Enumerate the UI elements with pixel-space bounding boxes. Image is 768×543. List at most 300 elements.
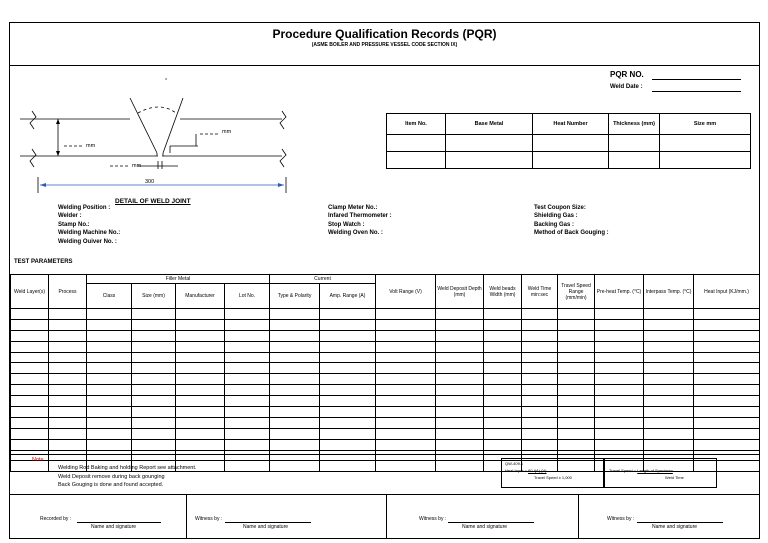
table-cell[interactable] <box>376 330 436 341</box>
pqr-no-field[interactable] <box>652 79 741 80</box>
break-left-bottom <box>30 149 36 167</box>
table-cell[interactable] <box>376 417 436 428</box>
table-cell[interactable] <box>595 319 644 330</box>
table-cell[interactable] <box>225 374 270 385</box>
table-cell[interactable] <box>270 407 320 418</box>
table-row <box>11 352 760 363</box>
table-cell[interactable] <box>644 385 694 396</box>
class-header: Class <box>87 284 132 309</box>
table-cell[interactable] <box>522 407 558 418</box>
weld-joint-diagram <box>20 73 295 198</box>
table-cell[interactable] <box>176 385 225 396</box>
note-line: Welding Rod Baking and holding Report see attachment. <box>58 465 197 471</box>
table-cell[interactable] <box>176 309 225 320</box>
table-cell[interactable] <box>132 417 176 428</box>
item-table <box>386 113 751 169</box>
table-cell[interactable] <box>376 439 436 450</box>
width-label: 300 <box>145 179 155 185</box>
table-cell[interactable] <box>694 319 760 330</box>
table-cell[interactable] <box>522 396 558 407</box>
size-col-header: Size (mm) <box>132 284 176 309</box>
weld-layer-header: Weld Layer(s) <box>11 275 49 309</box>
table-cell[interactable] <box>644 407 694 418</box>
table-cell[interactable] <box>132 341 176 352</box>
table-cell[interactable] <box>132 309 176 320</box>
table-cell[interactable] <box>270 417 320 428</box>
table-cell[interactable] <box>270 428 320 439</box>
table-cell[interactable] <box>87 396 132 407</box>
table-cell[interactable] <box>225 407 270 418</box>
break-left-top <box>30 111 36 129</box>
welding-quiver-label: Welding Ouiver No. : <box>58 238 117 245</box>
table-cell[interactable] <box>644 428 694 439</box>
recorded-by-field[interactable] <box>77 522 161 523</box>
table-cell[interactable] <box>320 330 376 341</box>
table-cell[interactable] <box>694 352 760 363</box>
table-cell[interactable] <box>320 374 376 385</box>
table-cell[interactable] <box>376 309 436 320</box>
table-cell[interactable] <box>522 341 558 352</box>
witness-2-name-sig: Name and signature <box>462 524 508 530</box>
table-cell[interactable] <box>132 439 176 450</box>
table-cell[interactable] <box>376 385 436 396</box>
lot-header: Lot No. <box>225 284 270 309</box>
table-cell[interactable] <box>484 385 522 396</box>
table-cell[interactable] <box>484 396 522 407</box>
table-cell[interactable] <box>320 309 376 320</box>
beads-header: Weld beads Width (mm) <box>484 275 522 309</box>
table-cell[interactable] <box>49 385 87 396</box>
table-cell[interactable] <box>49 428 87 439</box>
table-cell[interactable] <box>49 439 87 450</box>
table-cell[interactable] <box>320 319 376 330</box>
table-cell[interactable] <box>225 309 270 320</box>
table-cell[interactable] <box>694 428 760 439</box>
table-cell[interactable] <box>694 330 760 341</box>
table-cell[interactable] <box>436 330 484 341</box>
break-right-bottom <box>280 149 286 167</box>
table-cell[interactable] <box>87 417 132 428</box>
table-cell[interactable] <box>436 363 484 374</box>
table-cell[interactable] <box>644 341 694 352</box>
table-cell[interactable] <box>436 352 484 363</box>
table-cell[interactable] <box>225 352 270 363</box>
table-cell[interactable] <box>11 428 49 439</box>
table-cell[interactable] <box>484 363 522 374</box>
table-cell[interactable] <box>595 428 644 439</box>
table-cell[interactable] <box>484 330 522 341</box>
travel-speed-header: Travel Speed Range (mm/min) <box>558 275 595 309</box>
table-cell[interactable] <box>644 352 694 363</box>
witness-1-field[interactable] <box>225 522 311 523</box>
table-cell[interactable] <box>132 374 176 385</box>
welding-oven-label: Welding Oven No. : <box>328 230 383 237</box>
witness-2-field[interactable] <box>448 522 534 523</box>
table-cell[interactable] <box>132 352 176 363</box>
table-cell[interactable] <box>176 330 225 341</box>
table-row <box>11 309 760 320</box>
table-cell[interactable] <box>320 341 376 352</box>
table-cell[interactable] <box>522 363 558 374</box>
table-cell[interactable] <box>49 417 87 428</box>
table-cell[interactable] <box>225 319 270 330</box>
table-cell[interactable] <box>558 428 595 439</box>
table-cell[interactable] <box>320 407 376 418</box>
table-cell[interactable] <box>11 407 49 418</box>
table-cell[interactable] <box>225 341 270 352</box>
table-cell[interactable] <box>87 450 132 461</box>
table-row <box>11 385 760 396</box>
witness-3-field[interactable] <box>637 522 723 523</box>
table-cell[interactable] <box>11 363 49 374</box>
table-cell[interactable] <box>132 319 176 330</box>
table-cell[interactable] <box>49 407 87 418</box>
table-cell[interactable] <box>270 439 320 450</box>
table-cell[interactable] <box>225 396 270 407</box>
table-cell[interactable] <box>320 428 376 439</box>
table-cell[interactable] <box>132 450 176 461</box>
table-cell[interactable] <box>87 363 132 374</box>
table-row <box>11 341 760 352</box>
table-cell[interactable] <box>270 341 320 352</box>
witness-1-label: Witness by : <box>195 516 223 522</box>
table-cell[interactable] <box>484 428 522 439</box>
formula-ref: QW-409.1 <box>505 461 524 466</box>
table-cell[interactable] <box>11 319 49 330</box>
table-cell[interactable] <box>522 352 558 363</box>
table-cell[interactable] <box>436 309 484 320</box>
table-cell[interactable] <box>176 374 225 385</box>
table-cell[interactable] <box>176 319 225 330</box>
table-cell[interactable] <box>176 450 225 461</box>
table-cell[interactable] <box>132 407 176 418</box>
table-cell[interactable] <box>132 428 176 439</box>
table-cell[interactable] <box>87 407 132 418</box>
table-cell[interactable] <box>595 439 644 450</box>
table-cell[interactable] <box>87 428 132 439</box>
travel-speed-denominator: Weld Time <box>665 475 684 480</box>
table-cell[interactable] <box>595 385 644 396</box>
table-cell[interactable] <box>270 396 320 407</box>
heat-input-denominator: Travel Speed x 1,000 <box>534 475 572 480</box>
table-cell[interactable] <box>225 330 270 341</box>
page-subtitle: (ASME BOILER AND PRESSURE VESSEL CODE SECTION IX) <box>311 42 458 48</box>
fields-right <box>534 204 609 238</box>
table-cell[interactable] <box>87 439 132 450</box>
table-cell[interactable] <box>11 352 49 363</box>
table-cell[interactable] <box>436 374 484 385</box>
table-cell[interactable] <box>49 396 87 407</box>
witness-1-name-sig: Name and signature <box>243 524 289 530</box>
stamp-no-label: Stamp No.: <box>58 221 90 228</box>
table-cell[interactable] <box>376 374 436 385</box>
table-cell[interactable] <box>270 461 320 472</box>
table-cell[interactable] <box>595 309 644 320</box>
table-row <box>11 363 760 374</box>
table-cell[interactable] <box>225 385 270 396</box>
note-line: Weld Deposit remove during back gounging <box>58 473 165 480</box>
table-cell[interactable] <box>595 396 644 407</box>
test-params-title: TEST PARAMETERS <box>14 259 73 265</box>
table-cell[interactable] <box>558 330 595 341</box>
table-cell[interactable] <box>270 363 320 374</box>
deposit-header: Weld Deposit Depth (mm) <box>436 275 484 309</box>
table-cell[interactable] <box>49 330 87 341</box>
table-row <box>11 407 760 418</box>
table-cell[interactable] <box>558 407 595 418</box>
table-cell[interactable] <box>558 396 595 407</box>
table-cell[interactable] <box>225 450 270 461</box>
table-cell[interactable] <box>320 363 376 374</box>
table-cell[interactable] <box>558 374 595 385</box>
table-cell[interactable] <box>644 309 694 320</box>
table-cell[interactable] <box>270 450 320 461</box>
table-cell[interactable] <box>132 330 176 341</box>
table-cell[interactable] <box>595 341 644 352</box>
welding-machine-label: Welding Machine No.: <box>58 230 121 237</box>
table-cell[interactable] <box>270 385 320 396</box>
table-cell[interactable] <box>270 352 320 363</box>
table-cell[interactable] <box>595 363 644 374</box>
weld-time-header: Weld Time min:sec <box>522 275 558 309</box>
table-cell[interactable] <box>87 319 132 330</box>
table-cell[interactable] <box>644 439 694 450</box>
table-cell[interactable] <box>176 396 225 407</box>
table-cell[interactable] <box>49 363 87 374</box>
table-cell[interactable] <box>522 330 558 341</box>
notes-divider <box>10 454 759 455</box>
table-cell[interactable] <box>522 439 558 450</box>
table-cell[interactable] <box>522 385 558 396</box>
test-coupon-label: Test Coupon Size: <box>534 205 586 211</box>
table-cell[interactable] <box>522 417 558 428</box>
table-cell[interactable] <box>176 363 225 374</box>
process-header: Process <box>49 275 87 309</box>
table-cell[interactable] <box>558 439 595 450</box>
table-cell[interactable] <box>176 407 225 418</box>
table-cell[interactable] <box>49 309 87 320</box>
table-cell[interactable] <box>558 417 595 428</box>
table-cell[interactable] <box>11 374 49 385</box>
table-cell[interactable] <box>484 341 522 352</box>
table-cell[interactable] <box>558 319 595 330</box>
table-cell[interactable] <box>176 352 225 363</box>
table-cell[interactable] <box>436 461 484 472</box>
table-cell[interactable] <box>694 385 760 396</box>
table-cell[interactable] <box>522 428 558 439</box>
signature-divider <box>10 494 759 495</box>
table-cell[interactable] <box>436 385 484 396</box>
table-cell[interactable] <box>176 439 225 450</box>
current-header: Current <box>270 275 376 284</box>
table-cell[interactable] <box>320 439 376 450</box>
recorded-name-sig: Name and signature <box>91 524 137 530</box>
table-cell[interactable] <box>558 385 595 396</box>
table-cell[interactable] <box>484 407 522 418</box>
table-cell[interactable] <box>320 450 376 461</box>
table-cell[interactable] <box>11 385 49 396</box>
table-cell[interactable] <box>49 341 87 352</box>
table-cell[interactable] <box>644 417 694 428</box>
table-cell[interactable] <box>11 330 49 341</box>
table-cell[interactable] <box>484 439 522 450</box>
table-cell[interactable] <box>49 319 87 330</box>
table-cell[interactable] <box>694 396 760 407</box>
table-cell[interactable] <box>558 352 595 363</box>
table-cell[interactable] <box>376 461 436 472</box>
table-row <box>11 439 760 450</box>
table-cell[interactable] <box>376 363 436 374</box>
table-cell[interactable] <box>225 417 270 428</box>
table-cell[interactable] <box>87 330 132 341</box>
table-cell[interactable] <box>225 363 270 374</box>
travel-speed-formula-box <box>604 458 717 488</box>
amp-range-header: Amp. Range (A) <box>320 284 376 309</box>
table-row <box>11 428 760 439</box>
table-cell[interactable] <box>225 428 270 439</box>
table-cell[interactable] <box>694 363 760 374</box>
table-cell[interactable] <box>484 309 522 320</box>
table-cell[interactable] <box>270 319 320 330</box>
filler-metal-header: Filler Metal <box>87 275 270 284</box>
table-cell[interactable] <box>132 396 176 407</box>
table-cell[interactable] <box>644 374 694 385</box>
table-cell[interactable] <box>376 319 436 330</box>
table-cell[interactable] <box>644 396 694 407</box>
table-cell[interactable] <box>225 461 270 472</box>
table-cell[interactable] <box>694 417 760 428</box>
table-cell[interactable] <box>522 374 558 385</box>
table-cell[interactable] <box>11 396 49 407</box>
table-cell[interactable] <box>436 417 484 428</box>
diagram-caption: DETAIL OF WELD JOINT <box>115 198 191 205</box>
table-cell[interactable] <box>644 319 694 330</box>
table-cell[interactable] <box>49 450 87 461</box>
table-cell[interactable] <box>694 309 760 320</box>
table-cell[interactable] <box>176 428 225 439</box>
table-cell[interactable] <box>132 385 176 396</box>
table-cell[interactable] <box>558 341 595 352</box>
table-cell[interactable] <box>49 374 87 385</box>
table-cell[interactable] <box>11 439 49 450</box>
table-cell[interactable] <box>694 439 760 450</box>
table-cell[interactable] <box>270 374 320 385</box>
table-cell[interactable] <box>522 309 558 320</box>
mm-label-top: mm <box>222 129 232 135</box>
heat-number-header: Heat Number <box>533 114 609 135</box>
witness-3-name-sig: Name and signature <box>652 524 698 530</box>
table-cell[interactable] <box>436 407 484 418</box>
table-cell[interactable] <box>376 396 436 407</box>
preheat-header: Pre-heat Temp. (°C) <box>595 275 644 309</box>
table-cell[interactable] <box>11 341 49 352</box>
table-cell[interactable] <box>87 385 132 396</box>
table-cell[interactable] <box>320 385 376 396</box>
table-cell[interactable] <box>436 319 484 330</box>
bevel-left <box>130 98 157 153</box>
table-cell[interactable] <box>522 319 558 330</box>
table-cell[interactable] <box>132 363 176 374</box>
table-cell[interactable] <box>320 396 376 407</box>
table-cell[interactable] <box>484 417 522 428</box>
table-cell[interactable] <box>694 407 760 418</box>
table-cell[interactable] <box>376 428 436 439</box>
table-cell[interactable] <box>376 341 436 352</box>
pqr-no-label: PQR NO. <box>610 70 644 79</box>
table-cell[interactable] <box>376 352 436 363</box>
table-cell[interactable] <box>644 330 694 341</box>
table-cell[interactable] <box>595 330 644 341</box>
table-cell[interactable] <box>436 341 484 352</box>
table-cell[interactable] <box>558 363 595 374</box>
table-cell[interactable] <box>595 352 644 363</box>
heat-input-header: Heat Input (KJ/mm.) <box>694 275 760 309</box>
table-cell[interactable] <box>87 352 132 363</box>
angle-arc <box>138 107 176 113</box>
table-cell[interactable] <box>87 309 132 320</box>
table-row <box>11 319 760 330</box>
table-cell[interactable] <box>270 330 320 341</box>
interpass-header: Interpass Temp. (°C) <box>644 275 694 309</box>
table-cell[interactable] <box>436 450 484 461</box>
table-cell[interactable] <box>694 374 760 385</box>
stop-watch-label: Stop Watch : <box>328 221 365 228</box>
witness-3-label: Witness by : <box>607 516 635 522</box>
table-cell[interactable] <box>644 363 694 374</box>
table-cell[interactable] <box>176 341 225 352</box>
fields-middle <box>328 204 392 238</box>
table-cell[interactable] <box>376 450 436 461</box>
mm-label-left: mm <box>86 143 96 149</box>
table-cell[interactable] <box>595 407 644 418</box>
table-cell[interactable] <box>484 319 522 330</box>
table-cell[interactable] <box>595 374 644 385</box>
table-cell[interactable] <box>484 352 522 363</box>
fields-left <box>58 204 120 246</box>
page-title: Procedure Qualification Records (PQR) <box>272 27 497 41</box>
table-cell[interactable] <box>320 417 376 428</box>
table-cell[interactable] <box>558 309 595 320</box>
witness-2-label: Witness by : <box>419 516 447 522</box>
back-gouging-label: Method of Back Gouging : <box>534 230 609 237</box>
table-cell[interactable] <box>87 341 132 352</box>
weld-date-field[interactable] <box>652 91 741 92</box>
table-row <box>11 396 760 407</box>
table-cell[interactable] <box>436 428 484 439</box>
table-cell[interactable] <box>11 309 49 320</box>
table-cell[interactable] <box>11 417 49 428</box>
clamp-meter-label: Clamp Meter No.: <box>328 205 378 211</box>
table-cell[interactable] <box>49 352 87 363</box>
table-cell[interactable] <box>320 352 376 363</box>
travel-speed-formula: Travel Speed = Length of Specimen <box>609 468 673 473</box>
table-cell[interactable] <box>484 374 522 385</box>
table-cell[interactable] <box>694 341 760 352</box>
table-cell[interactable] <box>436 439 484 450</box>
table-cell[interactable] <box>376 407 436 418</box>
table-cell[interactable] <box>87 374 132 385</box>
table-cell[interactable] <box>436 396 484 407</box>
welder-label: Welder : <box>58 213 82 220</box>
heat-input-formula-box <box>501 458 604 488</box>
table-cell[interactable] <box>270 309 320 320</box>
weld-date-label: Weld Date : <box>610 84 643 90</box>
item-no-header: Item No. <box>387 114 446 135</box>
table-cell[interactable] <box>225 439 270 450</box>
table-cell[interactable] <box>595 417 644 428</box>
table-cell[interactable] <box>320 461 376 472</box>
table-cell[interactable] <box>176 417 225 428</box>
